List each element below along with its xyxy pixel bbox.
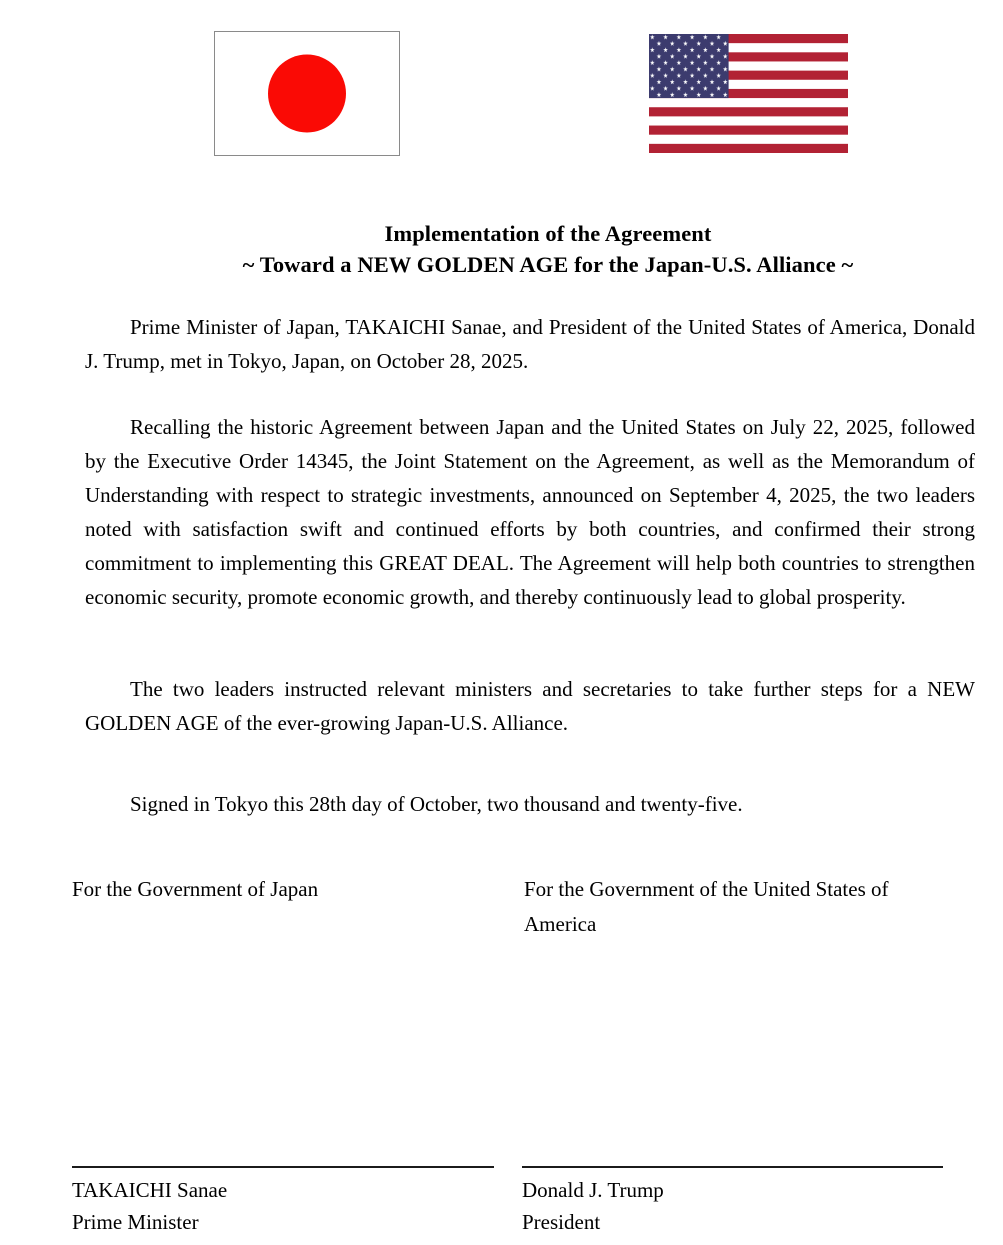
- signature-block-usa: [522, 1166, 943, 1238]
- signature-header-japan: For the Government of Japan: [72, 877, 319, 901]
- japan-flag-sun-disc: [268, 55, 346, 133]
- japan-flag-image: [214, 31, 400, 156]
- signatory-title-japan: Prime Minister: [72, 1210, 199, 1234]
- us-flag-image: [649, 34, 848, 153]
- title-line-1: Implementation of the Agreement: [384, 221, 712, 246]
- signature-block-japan: [72, 1166, 494, 1238]
- us-flag: [649, 34, 848, 153]
- title-line-2: ~ Toward a NEW GOLDEN AGE for the Japan-U.S. Alliance ~: [242, 251, 854, 277]
- signatory-name-usa: Donald J. Trump: [522, 1178, 664, 1202]
- document-title: [103, 219, 993, 280]
- signature-header-usa: For the Government of the United States of America: [524, 877, 889, 936]
- japan-flag: [214, 31, 400, 156]
- paragraph-further-steps: The two leaders instructed relevant ministers and secretaries to take further steps for a NEW GOLDEN AGE of the ever-growing Japan-U.S. Alliance.: [85, 677, 975, 735]
- paragraph-meeting: Prime Minister of Japan, TAKAICHI Sanae, and President of the United States of America, Donald J. Trump, met in Tokyo, Japan, on October 28, 2025.: [85, 315, 975, 373]
- paragraph-recalling-agreement: Recalling the historic Agreement between Japan and the United States on July 22, 2025, followed by the Executive Order 14345, the Joint Statement on the Agreement, as well as the Memorandum of Understanding with respect to strategic investments, announced on September 4, 2025, the two leaders noted with satisfaction swift and continued efforts by both countries, and confirmed their strong commitment to implementing this GREAT DEAL. The Agreement will help both countries to strengthen economic security, promote economic growth, and thereby continuously lead to global prosperity.: [85, 415, 975, 609]
- paragraph-signed-date: Signed in Tokyo this 28th day of October, two thousand and twenty-five.: [130, 792, 743, 816]
- signatory-name-japan: TAKAICHI Sanae: [72, 1178, 228, 1202]
- signatory-title-usa: President: [522, 1210, 601, 1234]
- us-flag-stars: [649, 34, 729, 98]
